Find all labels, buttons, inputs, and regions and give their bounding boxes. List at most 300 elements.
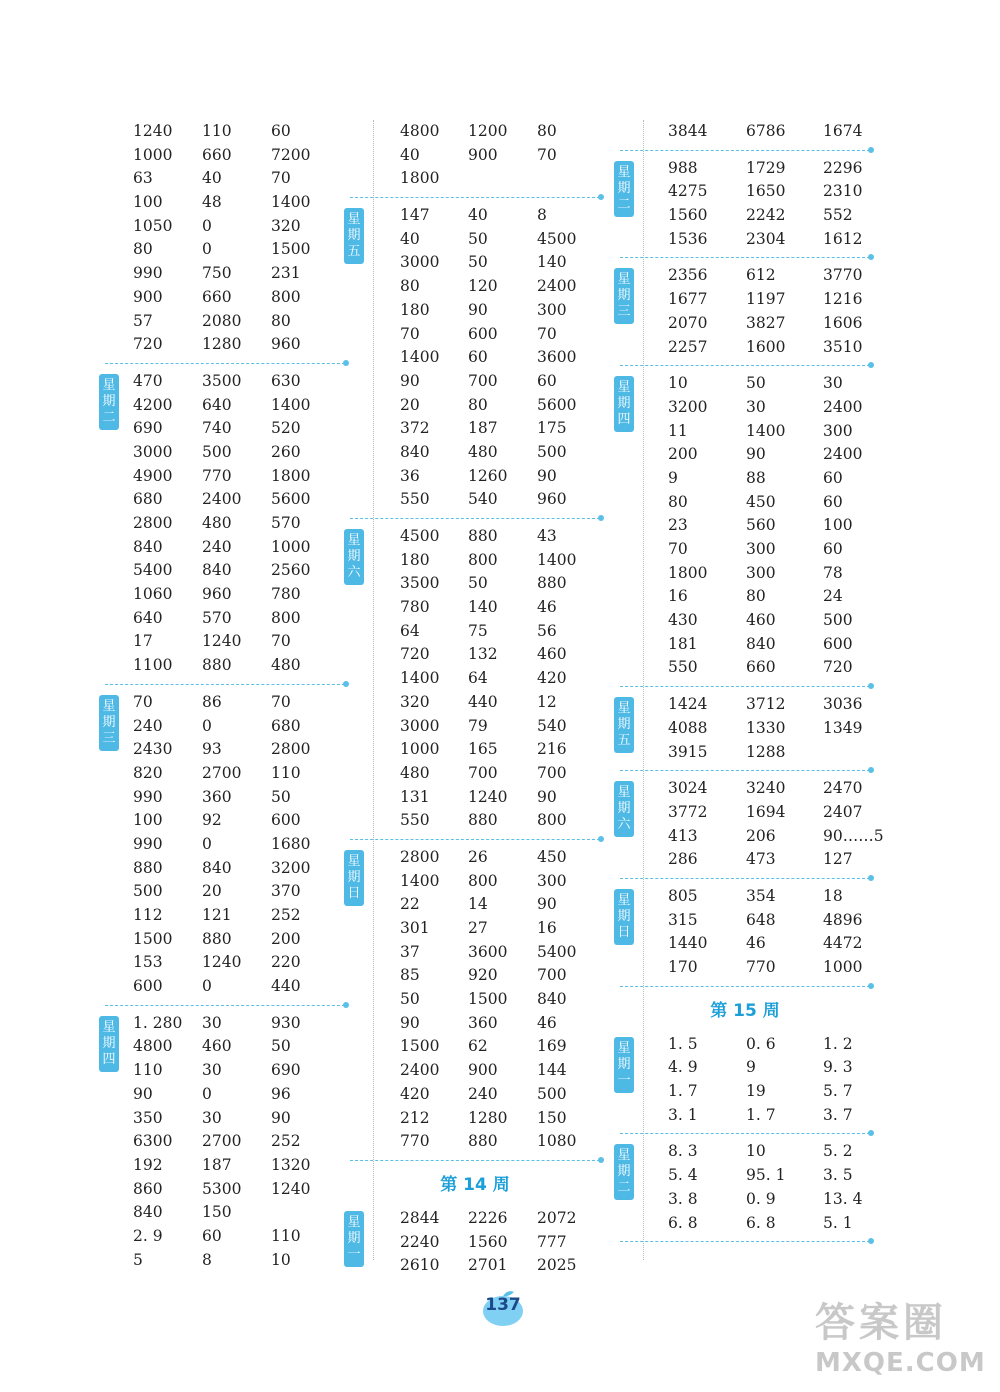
answer-value: 990: [133, 834, 163, 853]
section-divider: [105, 684, 345, 685]
answer-row: [620, 264, 870, 288]
answer-value: 880: [202, 656, 232, 675]
answer-value: 180: [400, 300, 430, 319]
answer-value: 10: [746, 1142, 766, 1161]
answer-value: 1400: [537, 550, 577, 569]
answer-row: [620, 956, 870, 980]
answer-value: 110: [271, 763, 301, 782]
answer-row: [350, 120, 600, 144]
answer-value: 4500: [400, 527, 440, 545]
answer-row: [105, 120, 345, 144]
answer-row: [350, 762, 600, 786]
answer-value: 252: [271, 1132, 301, 1151]
answer-value: 1677: [668, 290, 708, 309]
answer-value: 85: [400, 966, 420, 985]
answer-row: [350, 643, 600, 667]
answer-row: [105, 1035, 345, 1059]
day-section: [617, 1031, 870, 1132]
answer-value: 27: [468, 919, 488, 937]
answer-value: 100: [133, 193, 163, 212]
answer-row: [105, 630, 345, 654]
answer-value: 2407: [823, 802, 863, 821]
answer-value: 60: [202, 1226, 222, 1245]
answer-value: 50: [468, 229, 488, 248]
answer-value: 460: [202, 1037, 232, 1056]
answer-value: 570: [271, 514, 301, 532]
answer-value: 300: [746, 540, 776, 558]
answer-value: 12: [537, 692, 557, 711]
answer-row: [350, 1083, 600, 1107]
answer-value: 3200: [271, 858, 311, 877]
answer-row: [105, 786, 345, 810]
answer-row: [350, 370, 600, 394]
answer-row: [105, 809, 345, 833]
answer-value: 1260: [468, 466, 508, 485]
answer-value: 9. 3: [823, 1058, 853, 1077]
answer-value: 500: [823, 611, 853, 630]
answer-row: [620, 514, 870, 538]
day-label: 星 期 六: [344, 529, 364, 585]
answer-value: 0: [202, 1084, 212, 1103]
answer-value: 700: [537, 966, 567, 985]
answer-value: 3. 7: [823, 1105, 853, 1124]
answer-value: 79: [468, 716, 488, 735]
answer-value: 200: [271, 929, 301, 948]
answer-value: 40: [202, 169, 222, 188]
answer-value: 413: [668, 826, 698, 845]
answer-row: [105, 310, 345, 334]
answer-row: [620, 693, 870, 717]
answer-value: 2400: [202, 490, 242, 509]
answer-value: 30: [202, 1061, 222, 1080]
answer-value: 50: [271, 787, 291, 806]
answer-row: [620, 336, 870, 360]
answer-value: 5400: [537, 942, 577, 961]
answer-value: 720: [133, 335, 163, 354]
answer-row: [620, 909, 870, 933]
answer-value: 2470: [823, 779, 863, 798]
answer-value: 450: [746, 492, 776, 511]
section-divider: [620, 150, 870, 151]
answer-value: 480: [202, 514, 232, 532]
answer-row: [105, 465, 345, 489]
answer-value: 4200: [133, 395, 173, 414]
answer-value: 900: [468, 1061, 498, 1080]
answer-value: 30: [202, 1108, 222, 1127]
answer-value: 60: [537, 371, 557, 390]
answer-row: [105, 833, 345, 857]
answer-value: 473: [746, 850, 776, 869]
answer-value: 500: [537, 442, 567, 461]
answer-value: 153: [133, 953, 163, 972]
answer-value: 20: [400, 395, 420, 414]
answer-value: 450: [537, 847, 567, 866]
answer-value: 90: [537, 787, 557, 806]
answer-value: 10: [668, 374, 688, 393]
answer-value: 4472: [823, 934, 863, 953]
answer-value: 3510: [823, 337, 863, 356]
answer-value: 1500: [133, 929, 173, 948]
answer-value: 1. 280: [133, 1013, 183, 1032]
answer-value: 315: [668, 910, 698, 929]
answer-value: 780: [271, 585, 301, 604]
answer-value: 2304: [746, 229, 786, 248]
answer-row: [105, 857, 345, 881]
answer-row: [105, 333, 345, 357]
answer-row: [620, 180, 870, 204]
section-divider: [620, 770, 870, 771]
answer-value: 2400: [400, 1061, 440, 1080]
answer-value: 1216: [823, 290, 863, 309]
answer-value: 50: [468, 253, 488, 272]
answer-value: 988: [668, 158, 698, 177]
answer-row: [350, 596, 600, 620]
answer-value: 175: [537, 419, 567, 438]
answer-value: 43: [537, 527, 557, 545]
answer-value: 700: [468, 763, 498, 782]
answer-value: 3772: [668, 802, 708, 821]
answer-row: [105, 583, 345, 607]
answer-value: 1197: [746, 290, 786, 309]
day-section: [102, 368, 345, 682]
answer-row: [620, 1164, 870, 1188]
answer-value: 0: [202, 834, 212, 853]
answer-row: [105, 1083, 345, 1107]
answer-row: [350, 275, 600, 299]
answer-value: 805: [668, 886, 698, 905]
answer-value: 187: [202, 1155, 232, 1174]
answer-value: 16: [668, 587, 688, 606]
answer-row: [620, 467, 870, 491]
answer-row: [350, 964, 600, 988]
answer-value: 5600: [271, 490, 311, 509]
answer-value: 2257: [668, 337, 708, 356]
answer-value: 46: [537, 598, 557, 617]
answer-row: [620, 609, 870, 633]
answer-value: 930: [271, 1013, 301, 1032]
answer-value: 110: [271, 1226, 301, 1245]
answer-row: [105, 167, 345, 191]
answer-value: 301: [400, 919, 430, 937]
answer-value: 2080: [202, 311, 242, 330]
answer-value: 90: [271, 1108, 291, 1127]
day-section: [620, 118, 870, 148]
answer-value: 3844: [668, 122, 708, 140]
answer-value: 1424: [668, 695, 708, 714]
answer-value: 30: [202, 1013, 222, 1032]
answer-value: 1440: [668, 934, 708, 953]
answer-value: 1100: [133, 656, 173, 675]
answer-value: 840: [537, 990, 567, 1009]
answer-value: 880: [133, 858, 163, 877]
answer-row: [620, 443, 870, 467]
day-section: [102, 689, 345, 1003]
answer-value: 2400: [823, 397, 863, 416]
answer-row: [105, 1130, 345, 1154]
answer-value: 100: [823, 516, 853, 535]
day-label: 星 期 二: [99, 374, 119, 430]
answer-value: 5. 2: [823, 1142, 853, 1161]
answer-row: [350, 809, 600, 833]
watermark-line1: 答案圈: [815, 1300, 947, 1346]
answer-row: [105, 1201, 345, 1225]
week-title: 第 15 周: [710, 1000, 780, 1021]
answer-value: 64: [468, 669, 488, 688]
answer-row: [350, 465, 600, 489]
page-footer: [478, 1287, 528, 1327]
answer-value: 2400: [823, 445, 863, 464]
answer-value: 3712: [746, 695, 786, 714]
answer-value: 320: [271, 216, 301, 235]
answer-value: 1400: [400, 669, 440, 688]
day-label: 星 期 日: [614, 889, 634, 945]
answer-row: [350, 1107, 600, 1131]
answer-value: 4800: [400, 122, 440, 140]
answer-value: 800: [468, 550, 498, 569]
answer-value: 95. 1: [746, 1166, 786, 1185]
day-section: [350, 118, 600, 195]
answer-value: 300: [746, 563, 776, 582]
answer-value: 550: [668, 658, 698, 677]
answer-row: [105, 715, 345, 739]
answer-row: [350, 870, 600, 894]
section-divider: [620, 1241, 870, 1242]
day-label: 星 期 四: [99, 1016, 119, 1072]
answer-column-3: [617, 118, 884, 1246]
answer-value: 1800: [271, 466, 311, 485]
answer-value: 9: [668, 468, 678, 487]
answer-value: 70: [537, 324, 557, 343]
answer-value: 90: [400, 1013, 420, 1032]
answer-value: 660: [202, 287, 232, 306]
answer-value: 600: [133, 977, 163, 996]
answer-value: 690: [271, 1061, 301, 1080]
answer-value: 600: [823, 634, 853, 653]
answer-row: [620, 562, 870, 586]
answer-value: 900: [133, 287, 163, 306]
answer-value: 1400: [271, 395, 311, 414]
answer-value: 990: [133, 264, 163, 283]
answer-row: [105, 417, 345, 441]
answer-value: 127: [823, 850, 853, 869]
answer-value: 1240: [468, 787, 508, 806]
answer-row: [105, 286, 345, 310]
answer-value: 1288: [746, 742, 786, 761]
answer-row: [620, 120, 870, 144]
answer-value: 1500: [271, 240, 311, 259]
answer-value: 57: [133, 311, 153, 330]
answer-value: 140: [468, 598, 498, 617]
answer-row: [105, 262, 345, 286]
answer-value: 5300: [202, 1179, 242, 1198]
answer-row: [620, 633, 870, 657]
answer-row: [620, 312, 870, 336]
answer-value: 770: [746, 958, 776, 976]
answer-value: 1280: [202, 335, 242, 354]
answer-value: 3024: [668, 779, 708, 798]
answer-row: [105, 607, 345, 631]
answer-value: 240: [468, 1084, 498, 1103]
answer-value: 70: [271, 632, 291, 651]
answer-value: 480: [400, 763, 430, 782]
section-divider: [620, 986, 870, 987]
answer-value: 840: [746, 634, 776, 653]
answer-value: 7200: [271, 145, 311, 164]
answer-value: 192: [133, 1155, 163, 1174]
answer-value: 3500: [202, 371, 242, 390]
section-divider: [350, 197, 600, 198]
answer-row: [105, 762, 345, 786]
section-divider: [105, 363, 345, 364]
answer-value: 1240: [202, 632, 242, 651]
answer-row: [350, 715, 600, 739]
answer-value: 4088: [668, 718, 708, 737]
answer-value: 600: [468, 324, 498, 343]
answer-value: 960: [537, 490, 567, 509]
answer-value: 1400: [746, 421, 786, 440]
answer-row: [620, 420, 870, 444]
answer-value: 0. 6: [746, 1034, 776, 1053]
answer-value: 150: [537, 1108, 567, 1127]
answer-value: 1500: [400, 1037, 440, 1056]
answer-value: 2226: [468, 1208, 508, 1227]
answer-value: 800: [537, 811, 567, 830]
answer-value: 187: [468, 419, 498, 438]
answer-value: 48: [202, 193, 222, 212]
answer-value: 216: [537, 740, 567, 759]
answer-value: 181: [668, 634, 698, 653]
day-label: 星 期 三: [614, 268, 634, 324]
answer-value: 3. 5: [823, 1166, 853, 1185]
answer-row: [105, 1225, 345, 1249]
day-label: 星 期 五: [344, 208, 364, 264]
answer-row: [350, 167, 600, 191]
answer-value: 80: [468, 395, 488, 414]
answer-row: [105, 215, 345, 239]
answer-value: 880: [202, 929, 232, 948]
answer-row: [105, 1012, 345, 1036]
answer-value: 90……5: [823, 826, 884, 845]
answer-row: [620, 372, 870, 396]
answer-value: 2310: [823, 182, 863, 201]
answer-value: 96: [271, 1084, 291, 1103]
answer-row: [105, 1154, 345, 1178]
answer-value: 1536: [668, 229, 708, 248]
answer-row: [350, 1254, 600, 1278]
answer-value: 2610: [400, 1256, 440, 1275]
answer-row: [620, 1188, 870, 1212]
answer-value: 750: [202, 264, 232, 283]
answer-row: [350, 691, 600, 715]
answer-value: 840: [202, 561, 232, 580]
day-section: [617, 262, 870, 363]
answer-value: 64: [400, 621, 420, 640]
answer-value: 90: [537, 466, 557, 485]
answer-value: 1050: [133, 216, 173, 235]
answer-value: 920: [468, 966, 498, 985]
answer-value: 354: [746, 886, 776, 905]
answer-row: [350, 204, 600, 228]
answer-value: 350: [133, 1108, 163, 1127]
answer-row: [105, 394, 345, 418]
answer-value: 3827: [746, 313, 786, 332]
answer-value: 2700: [202, 1132, 242, 1151]
answer-row: [350, 786, 600, 810]
answer-value: 70: [271, 692, 291, 711]
answer-value: 2700: [202, 763, 242, 782]
answer-value: 170: [668, 958, 698, 976]
answer-value: 286: [668, 850, 698, 869]
answer-row: [350, 299, 600, 323]
answer-row: [620, 157, 870, 181]
answer-row: [620, 204, 870, 228]
answer-value: 80: [746, 587, 766, 606]
answer-value: 2025: [537, 1256, 577, 1275]
day-section: [347, 202, 600, 516]
answer-value: 200: [668, 445, 698, 464]
answer-value: 4800: [133, 1037, 173, 1056]
answer-value: 840: [202, 858, 232, 877]
answer-value: 1650: [746, 182, 786, 201]
answer-value: 2240: [400, 1232, 440, 1251]
answer-value: 2844: [400, 1208, 440, 1227]
answer-value: 70: [400, 324, 420, 343]
answer-row: [105, 654, 345, 678]
day-section: [617, 775, 884, 876]
answer-value: 70: [271, 169, 291, 188]
answer-value: 46: [746, 934, 766, 953]
answer-row: [105, 928, 345, 952]
answer-value: 260: [271, 442, 301, 461]
answer-value: 1330: [746, 718, 786, 737]
answer-value: 1400: [271, 193, 311, 212]
answer-value: 88: [746, 468, 766, 487]
answer-value: 231: [271, 264, 301, 283]
answer-value: 165: [468, 740, 498, 759]
answer-value: 80: [271, 311, 291, 330]
day-section: [617, 691, 870, 768]
answer-value: 660: [202, 145, 232, 164]
answer-value: 520: [271, 419, 301, 438]
answer-row: [620, 396, 870, 420]
answer-row: [350, 417, 600, 441]
answer-row: [105, 559, 345, 583]
answer-value: 800: [271, 608, 301, 627]
answer-row: [350, 988, 600, 1012]
answer-row: [620, 717, 870, 741]
answer-value: 460: [746, 611, 776, 630]
answer-value: 1240: [271, 1179, 311, 1198]
answer-value: 8: [202, 1250, 212, 1269]
answer-value: 6786: [746, 122, 786, 140]
answer-value: 1400: [400, 871, 440, 890]
answer-value: 4900: [133, 466, 173, 485]
answer-value: 50: [468, 574, 488, 593]
answer-value: 14: [468, 895, 488, 914]
answer-value: 370: [271, 882, 301, 901]
answer-value: 11: [668, 421, 688, 440]
answer-value: 90: [133, 1084, 153, 1103]
answer-value: 90: [537, 895, 557, 914]
answer-value: 6300: [133, 1132, 173, 1151]
answer-value: 700: [468, 371, 498, 390]
answer-row: [105, 691, 345, 715]
answer-value: 112: [133, 906, 163, 924]
answer-value: 40: [400, 145, 420, 164]
answer-value: 2800: [133, 514, 173, 532]
answer-value: 430: [668, 611, 698, 630]
answer-value: 30: [823, 374, 843, 393]
